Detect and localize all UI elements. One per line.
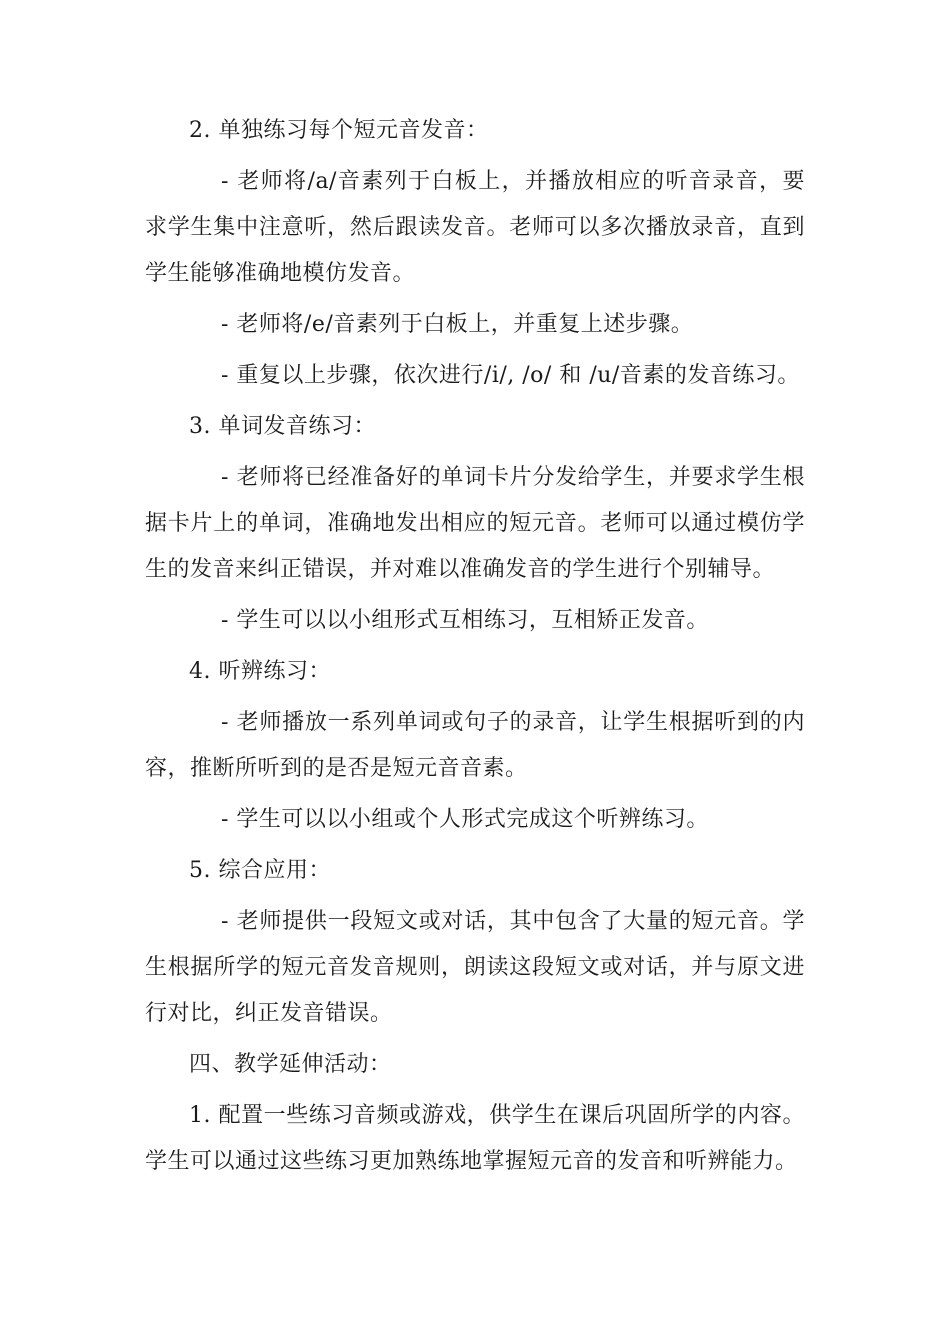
paragraph-practice-e: - 老师将/e/音素列于白板上，并重复上述步骤。 — [221, 312, 694, 337]
paragraph-listening: - 老师播放一系列单词或句子的录音，让学生根据听到的内容，推断所听到的是否是短元音音素。 — [145, 710, 805, 781]
section-heading-5: 5. 综合应用： — [189, 858, 331, 883]
paragraph-word-cards: - 老师将已经准备好的单词卡片分发给学生，并要求学生根据卡片上的单词，准确地发出相应的短元音。老师可以通过模仿学生的发音来纠正错误，并对难以准确发音的学生进行个别辅导。 — [145, 465, 805, 582]
paragraph-practice-a: - 老师将/a/音素列于白板上，并播放相应的听音录音，要求学生集中注意听，然后跟读发音。老师可以多次播放录音，直到学生能够准确地模仿发音。 — [145, 169, 805, 286]
section-heading-4: 4. 听辨练习： — [189, 659, 331, 684]
paragraph-application: - 老师提供一段短文或对话，其中包含了大量的短元音。学生根据所学的短元音发音规则，朗读这段短文或对话，并与原文进行对比，纠正发音错误。 — [145, 909, 805, 1026]
paragraph-extension-1: 1. 配置一些练习音频或游戏，供学生在课后巩固所学的内容。学生可以通过这些练习更加熟练地掌握短元音的发音和听辨能力。 — [145, 1103, 805, 1174]
section-heading-extension: 四、教学延伸活动： — [189, 1052, 392, 1077]
paragraph-listening-group: - 学生可以以小组或个人形式完成这个听辨练习。 — [221, 807, 709, 832]
section-heading-2: 2. 单独练习每个短元音发音： — [189, 118, 489, 143]
section-heading-3: 3. 单词发音练习： — [189, 414, 376, 439]
paragraph-practice-iou: - 重复以上步骤，依次进行/i/, /o/ 和 /u/音素的发音练习。 — [221, 363, 800, 388]
paragraph-group-practice: - 学生可以以小组形式互相练习，互相矫正发音。 — [221, 608, 709, 633]
document-page — [145, 108, 805, 1185]
